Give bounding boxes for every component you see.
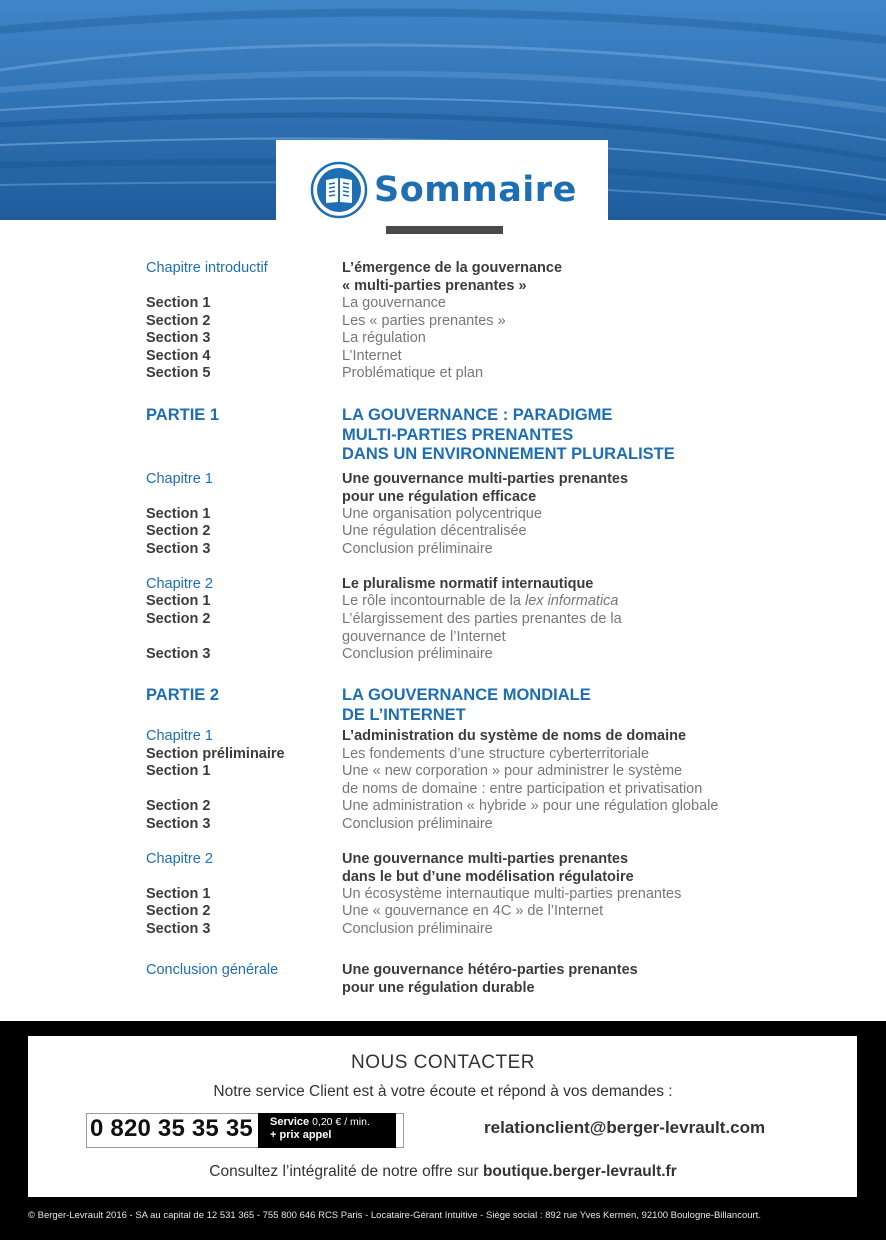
toc-title [342,260,562,295]
toc-label: PARTIE 2 [146,686,220,704]
toc-title [342,471,628,506]
toc-title [342,365,483,383]
toc-title [342,313,506,331]
toc-label: Chapitre 2 [146,851,213,867]
toc-label: Section 2 [146,313,211,329]
toc-title-line: LA GOUVERNANCE : PARADIGME [342,406,613,424]
toc-title-line: Les fondements d’une structure cyberterritoriale [342,746,650,762]
toc-label: Section 1 [146,295,211,311]
toc-title [342,886,681,904]
toc-title-text: Le rôle incontournable de la [342,593,525,609]
toc-title-line: Une gouvernance multi-parties prenantes [342,471,629,487]
toc-label: Section préliminaire [146,746,285,762]
toc-title [342,851,634,886]
shop-line [0,1163,886,1181]
toc-title-line: Conclusion préliminaire [342,921,493,937]
toc-title-line: « multi-parties prenantes » [342,277,527,294]
toc-title-line: Le pluralisme normatif internautique [342,576,594,592]
toc-title [342,728,686,746]
toc-title [342,611,622,646]
toc-title [342,348,402,366]
toc-label: Section 3 [146,921,211,937]
email-link[interactable]: relationclient@berger-levrault.com [484,1118,766,1137]
contact-subtitle: Notre service Client est à votre écoute et répond à vos demandes : [213,1083,673,1100]
toc-label: Section 2 [146,903,211,919]
toc-label: Section 1 [146,763,211,779]
contact-title: NOUS CONTACTER [351,1052,535,1073]
toc-label: Section 1 [146,593,211,609]
toc-title [342,406,675,465]
toc-title [342,506,542,524]
toc-title [342,763,702,798]
toc-title [342,816,493,834]
toc-title [342,541,493,559]
title-underline [386,226,503,234]
toc-title-line: dans le but d’une modélisation régulatoire [342,868,634,885]
shop-link[interactable]: boutique.berger-levrault.fr [482,1163,677,1180]
toc-title-line: Une organisation polycentrique [342,506,542,522]
toc-title [342,295,446,313]
toc-title [342,903,603,921]
shop-prefix: Consultez l’intégralité de notre offre sur [209,1163,483,1180]
toc-title [342,330,426,348]
toc-title-line: gouvernance de l’Internet [342,628,506,645]
toc-title-line: Une « new corporation » pour administrer le système [342,763,683,779]
legal-notice: © Berger-Levrault 2016 - SA au capital de 12 531 365 - 755 800 646 RCS Paris - Locataire-Gérant Intuitive - Siège social : 892 rue Yves Kermen, 92100 Boulogne-Billancourt. [28,1210,761,1221]
toc-label: Section 1 [146,506,211,522]
phone-extra: + prix appel [270,1129,332,1141]
book-icon [310,161,368,219]
toc-title [342,798,718,816]
toc-title [342,746,649,764]
phone-price-tag [258,1113,396,1148]
toc-title [342,523,527,541]
toc-title-line: La régulation [342,330,426,346]
toc-title [342,576,593,594]
toc-title-line: L’élargissement des parties prenantes de la [342,611,622,627]
toc-title-line: pour une régulation durable [342,979,535,996]
toc-title-italic: lex informatica [525,593,619,609]
toc-title-line: de noms de domaine : entre participation et privatisation [342,780,703,797]
toc-label: Section 3 [146,646,211,662]
toc-label: Chapitre 2 [146,576,213,592]
phone-service-label: Service [270,1116,310,1128]
toc-title-line: Un écosystème internautique multi-parties prenantes [342,886,682,902]
toc-label: PARTIE 1 [146,406,220,424]
toc-title-line: Une régulation décentralisée [342,523,527,539]
phone-price: 0,20 € / min. [312,1116,370,1128]
toc-label: Section 3 [146,541,211,557]
toc-label: Chapitre 1 [146,728,213,744]
toc-title [342,686,591,725]
phone-number[interactable]: 0 820 35 35 35 [90,1115,253,1142]
toc-title-line: L’Internet [342,348,402,364]
toc-title-line: Une gouvernance hétéro-parties prenantes [342,962,638,978]
toc-label: Conclusion générale [146,962,279,978]
toc-title-line: Conclusion préliminaire [342,816,493,832]
toc-label: Section 2 [146,523,211,539]
toc-title-line: pour une régulation efficace [342,488,537,505]
toc-label: Section 1 [146,886,211,902]
toc-title-line: La gouvernance [342,295,446,311]
toc-title-line: L’administration du système de noms de domaine [342,728,687,744]
toc-title-line: Les « parties prenantes » [342,313,506,329]
toc-title [342,962,638,997]
toc-title-line: L’émergence de la gouvernance [342,260,563,276]
toc-title-line: Une gouvernance multi-parties prenantes [342,851,629,867]
toc-label: Section 2 [146,798,211,814]
toc-title-line: Une « gouvernance en 4C » de l’Internet [342,903,604,919]
toc-title-line: LA GOUVERNANCE MONDIALE [342,686,591,704]
toc-title [342,921,493,939]
toc-label: Section 3 [146,816,211,832]
toc-label: Section 2 [146,611,211,627]
toc-title-line: Une administration « hybride » pour une régulation globale [342,798,719,814]
toc-title-line: Problématique et plan [342,365,484,381]
toc-title-line: Conclusion préliminaire [342,541,493,557]
toc-title-line: DANS UN ENVIRONNEMENT PLURALISTE [342,445,675,463]
toc-label: Chapitre 1 [146,471,213,487]
toc-title [342,593,618,611]
toc-title [342,646,493,664]
toc-label: Chapitre introductif [146,260,268,276]
toc-title-line: Conclusion préliminaire [342,646,493,662]
toc-label: Section 4 [146,348,211,364]
toc-title-line: DE L’INTERNET [342,705,466,724]
page-title: Sommaire [374,170,577,210]
toc-label: Section 5 [146,365,211,381]
toc-label: Section 3 [146,330,211,346]
toc-title-line: MULTI-PARTIES PRENANTES [342,425,574,444]
